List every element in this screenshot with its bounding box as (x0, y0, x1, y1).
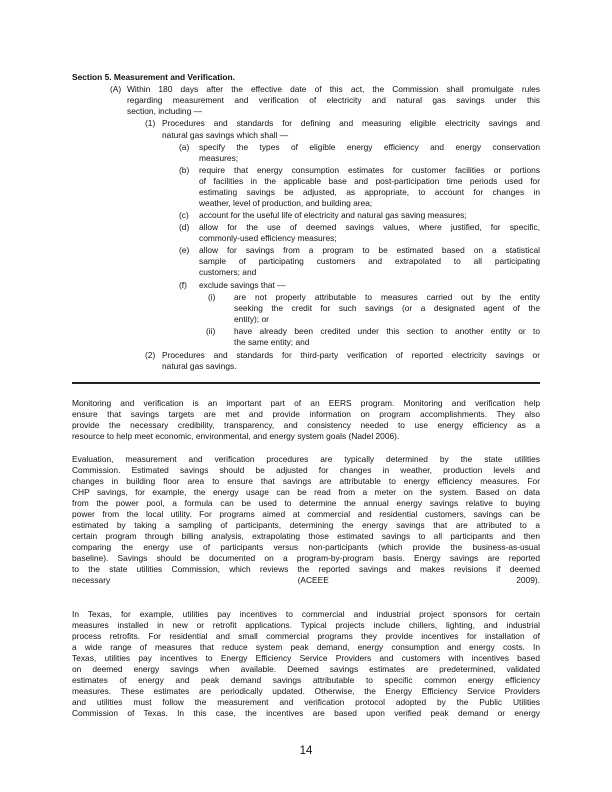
clause-label: (A) (110, 84, 122, 94)
clause-label: (c) (179, 210, 189, 220)
body-line: measures. These estimates are periodically updated. Otherwise, the Energy Efficiency Service Providers (72, 686, 540, 696)
clause-label: (2) (145, 350, 156, 360)
clause-line: measures; (199, 153, 239, 163)
body-line: resource to help meet economic, environmental, and energy system goals (Nadel 2006). (72, 431, 400, 441)
clause-line: allow for savings from a program to be estimated based on a statistical (199, 245, 540, 255)
clause-line: regarding measurement and verification of electricity and natural gas savings under this (127, 95, 540, 105)
clause-line: the same entity; and (234, 337, 310, 347)
body-line: estimates of energy and peak demand savings attributable to specific common energy efficiency (72, 675, 540, 685)
clause-label: (e) (179, 245, 190, 255)
body-line: a wide range of measures that reduce system peak demand, energy consumption and energy costs. In (72, 642, 540, 652)
section-heading: Section 5. Measurement and Verification. (72, 72, 235, 82)
clause-line: allow for the use of deemed savings values, where justified, for specific, (199, 222, 540, 232)
clause-line: entity); or (234, 314, 269, 324)
clause-line: estimating savings be adjusted, as appropriate, to account for changes in (199, 187, 540, 197)
body-line: process retrofits. For residential and small commercial programs they provide incentives for installation of (72, 631, 540, 641)
body-line: In Texas, for example, utilities pay incentives to commercial and industrial project sponsors for certain (72, 609, 540, 619)
body-line: necessary (ACEEE 2009). (72, 575, 540, 585)
clause-line: account for the useful life of electricity and natural gas saving measures; (199, 210, 467, 220)
clause-label: (d) (179, 222, 190, 232)
body-line: estimated by taking a sampling of participants, determining the energy savings that are attributed to a (72, 520, 540, 530)
page-number: 14 (299, 745, 313, 757)
body-line: Evaluation, measurement and verification procedures are typically determined by the state utilities (72, 454, 540, 464)
body-line: and utilities must follow the measurement and verification protocol adopted by the Public Utilities (72, 697, 540, 707)
body-line: comparing the energy use of participants versus non-participants (which provide the business-as-usual (72, 542, 540, 552)
clause-line: Procedures and standards for defining and measuring eligible electricity savings and (162, 118, 540, 128)
clause-label: (i) (208, 292, 216, 302)
body-line: CHP savings, for example, the energy usage can be read from a meter on the system. Based on data (72, 487, 540, 497)
clause-line: customers; and (199, 267, 257, 277)
body-line: ensure that savings targets are met and provide information on program accomplishments. They also (72, 409, 540, 419)
body-line: certain program through billing analysis, extrapolating those estimated savings to all participants and then (72, 531, 540, 541)
body-line: Commission. Estimated savings should be adjusted for changes in weather, production levels and (72, 465, 540, 475)
body-line: from the power pool, a formula can be used to determine the annual energy savings relative to buying (72, 498, 540, 508)
clause-line: commonly-used efficiency measures; (199, 233, 337, 243)
clause-line: sample of participating customers and extrapolated to all participating (199, 256, 540, 266)
clause-line: Procedures and standards for third-party verification of reported electricity savings or (162, 350, 540, 360)
clause-line: require that energy consumption estimates for customer facilities or portions (199, 165, 540, 175)
body-line: Commission of Texas. In this case, the incentives are based upon verified peak demand or energy (72, 708, 540, 718)
clause-label: (1) (145, 118, 156, 128)
body-line: measures installed in new or retrofit applications. Typical projects include chillers, lighting, and industrial (72, 620, 540, 630)
body-line: to the state utilities Commission, which reviews the reported savings and makes revisions if deemed (72, 564, 540, 574)
clause-line: natural gas savings which shall — (162, 130, 289, 140)
clause-label: (a) (179, 142, 190, 152)
clause-label: (f) (179, 280, 187, 290)
clause-line: have already been credited under this section to another entity or to (234, 326, 540, 336)
clause-line: seeking the credit for such savings (or a designated agent of the (234, 303, 540, 313)
section-divider (72, 382, 540, 384)
clause-line: exclude savings that — (199, 280, 286, 290)
clause-label: (ii) (206, 326, 216, 336)
clause-line: of facilities in the applicable base and post-participation time periods used for (199, 176, 540, 186)
clause-line: are not properly attributable to measures carried out by the entity (234, 292, 540, 302)
clause-line: specify the types of eligible energy efficiency and energy conservation (199, 142, 540, 152)
clause-line: section, including — (127, 106, 202, 116)
body-line: Texas, utilities pay incentives to Energy Efficiency Service Providers and customers with incentives based (72, 653, 540, 663)
body-line: changes in building floor area to ensure that savings are attributable to energy efficiency measures. For (72, 476, 540, 486)
body-line: power from the local utility. For programs aimed at commercial and residential customers, savings can be (72, 509, 540, 519)
clause-line: natural gas savings. (162, 361, 237, 371)
body-line: baseline). Savings should be documented on a program-by-program basis. Energy savings are reported (72, 553, 540, 563)
clause-label: (b) (179, 165, 190, 175)
body-line: on deemed energy savings when available. Deemed savings estimates are predetermined, validated (72, 664, 540, 674)
clause-line: weather, level of production, and building area; (199, 198, 373, 208)
clause-line: Within 180 days after the effective date of this act, the Commission shall promulgate rules (127, 84, 540, 94)
body-line: provide the necessary credibility, transparency, and consistency needed to use energy efficiency as a (72, 420, 540, 430)
body-line: Monitoring and verification is an important part of an EERS program. Monitoring and verification help (72, 398, 540, 408)
